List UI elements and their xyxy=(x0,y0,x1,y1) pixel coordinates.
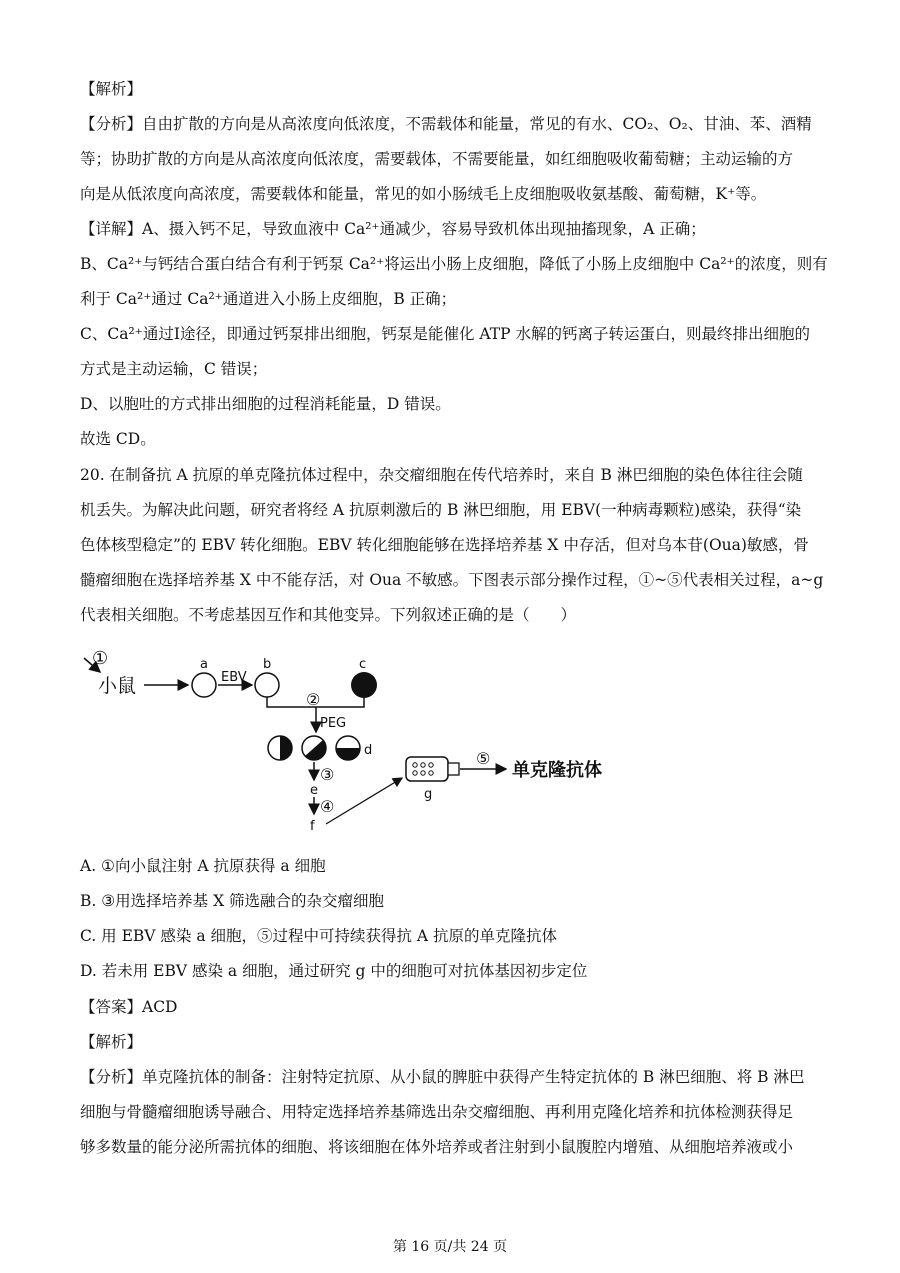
analysis-text: 够多数量的能分泌所需抗体的细胞、将该细胞在体外培养或者注射到小鼠腹腔内增殖、从细胞培养液或小 xyxy=(80,1138,794,1156)
option-a: A. ①向小鼠注射 A 抗原获得 a 细胞 xyxy=(80,857,326,875)
text-line: 【详解】A、摄入钙不足，导致血液中 Ca²⁺通减少，容易导致机体出现抽搐现象，A 正确； xyxy=(80,220,706,238)
text-line: 向是从低浓度向高浓度，需要载体和能量，常见的如小肠绒毛上皮细胞吸收氨基酸、葡萄糖，K⁺等。 xyxy=(80,185,767,203)
ebv-label: EBV xyxy=(221,670,247,685)
step3-label: ③ xyxy=(320,765,335,784)
question-text: 代表相关细胞。不考虑基因互作和其他变异。下列叙述正确的是（ ） xyxy=(80,606,577,624)
fused-cell-1 xyxy=(268,736,292,760)
fused-cell-3 xyxy=(336,736,360,760)
option-b: B. ③用选择培养基 X 筛选融合的杂交瘤细胞 xyxy=(80,892,385,910)
text-line: 利于 Ca²⁺通过 Ca²⁺通道进入小肠上皮细胞，B 正确； xyxy=(80,290,457,308)
option-d: D. 若未用 EBV 感染 a 细胞，通过研究 g 中的细胞可对抗体基因初步定位 xyxy=(80,962,588,980)
section-heading-analysis: 【解析】 xyxy=(80,80,143,98)
step5-label: ⑤ xyxy=(476,749,491,768)
analysis-heading: 【解析】 xyxy=(80,1033,143,1051)
text-line: 等；协助扩散的方向是从高浓度向低浓度，需要载体，不需要能量，如红细胞吸收葡萄糖；主动运输的方 xyxy=(80,150,794,168)
step1-label: ① xyxy=(92,648,109,669)
arrow-f-to-g xyxy=(326,778,402,824)
text-line: C、Ca²⁺通过Ⅰ途径，即通过钙泵排出细胞，钙泵是能催化 ATP 水解的钙离子转运蛋白，则最终排出细胞的 xyxy=(80,325,810,343)
step2-label: ② xyxy=(306,690,321,709)
mouse-label: 小鼠 xyxy=(98,675,137,697)
cell-c-label: c xyxy=(359,657,367,672)
monoclonal-antibody-label: 单克隆抗体 xyxy=(512,760,602,781)
cell-b xyxy=(255,673,279,697)
text-line: B、Ca²⁺与钙结合蛋白结合有利于钙泵 Ca²⁺将运出小肠上皮细胞，降低了小肠上皮细胞中 Ca²⁺的浓度，则有 xyxy=(80,255,828,273)
text-line: D、以胞吐的方式排出细胞的过程消耗能量，D 错误。 xyxy=(80,395,451,413)
text-line: 【分析】自由扩散的方向是从高浓度向低浓度，不需载体和能量，常见的有水、CO₂、O₂、甘油、苯、酒精 xyxy=(80,115,812,133)
cell-e-label: e xyxy=(310,783,318,798)
culture-flask-g xyxy=(406,757,459,781)
fused-cell-2 xyxy=(302,736,326,760)
peg-label: PEG xyxy=(320,716,347,731)
answer-label: 【答案】ACD xyxy=(80,998,178,1016)
cell-g-label: g xyxy=(424,787,433,802)
cell-a-label: a xyxy=(200,657,208,672)
analysis-text: 细胞与骨髓瘤细胞诱导融合、用特定选择培养基筛选出杂交瘤细胞、再利用克隆化培养和抗体检测获得足 xyxy=(80,1103,794,1121)
option-c: C. 用 EBV 感染 a 细胞，⑤过程中可持续获得抗 A 抗原的单克隆抗体 xyxy=(80,927,558,945)
question-text: 20. 在制备抗 A 抗原的单克隆抗体过程中，杂交瘤细胞在传代培养时，来自 B 淋巴细胞的染色体往往会随 xyxy=(80,466,803,484)
text-line: 故选 CD。 xyxy=(80,430,156,448)
analysis-text: 【分析】单克隆抗体的制备：注射特定抗原、从小鼠的脾脏中获得产生特定抗体的 B 淋巴细胞、将 B 淋巴 xyxy=(80,1068,805,1086)
monoclonal-antibody-diagram xyxy=(80,640,680,840)
question-text: 机丢失。为解决此问题，研究者将经 A 抗原刺激后的 B 淋巴细胞，用 EBV(一种病毒颗粒)感染，获得“染 xyxy=(80,501,802,519)
cell-c xyxy=(351,672,377,698)
question-text: 色体核型稳定”的 EBV 转化细胞。EBV 转化细胞能够在选择培养基 X 中存活，但对乌本苷(Oua)敏感，骨 xyxy=(80,536,809,554)
text-line: 方式是主动运输，C 错误； xyxy=(80,360,268,378)
cell-f-label: f xyxy=(310,819,315,834)
cell-b-label: b xyxy=(263,657,272,672)
step4-label: ④ xyxy=(320,797,335,816)
cell-d-label: d xyxy=(364,743,373,758)
page-number-footer: 第 16 页/共 24 页 xyxy=(392,1239,508,1255)
cell-a xyxy=(192,673,216,697)
question-text: 髓瘤细胞在选择培养基 X 中不能存活，对 Oua 不敏感。下图表示部分操作过程，①~⑤代表相关过程，a~g xyxy=(80,571,824,589)
